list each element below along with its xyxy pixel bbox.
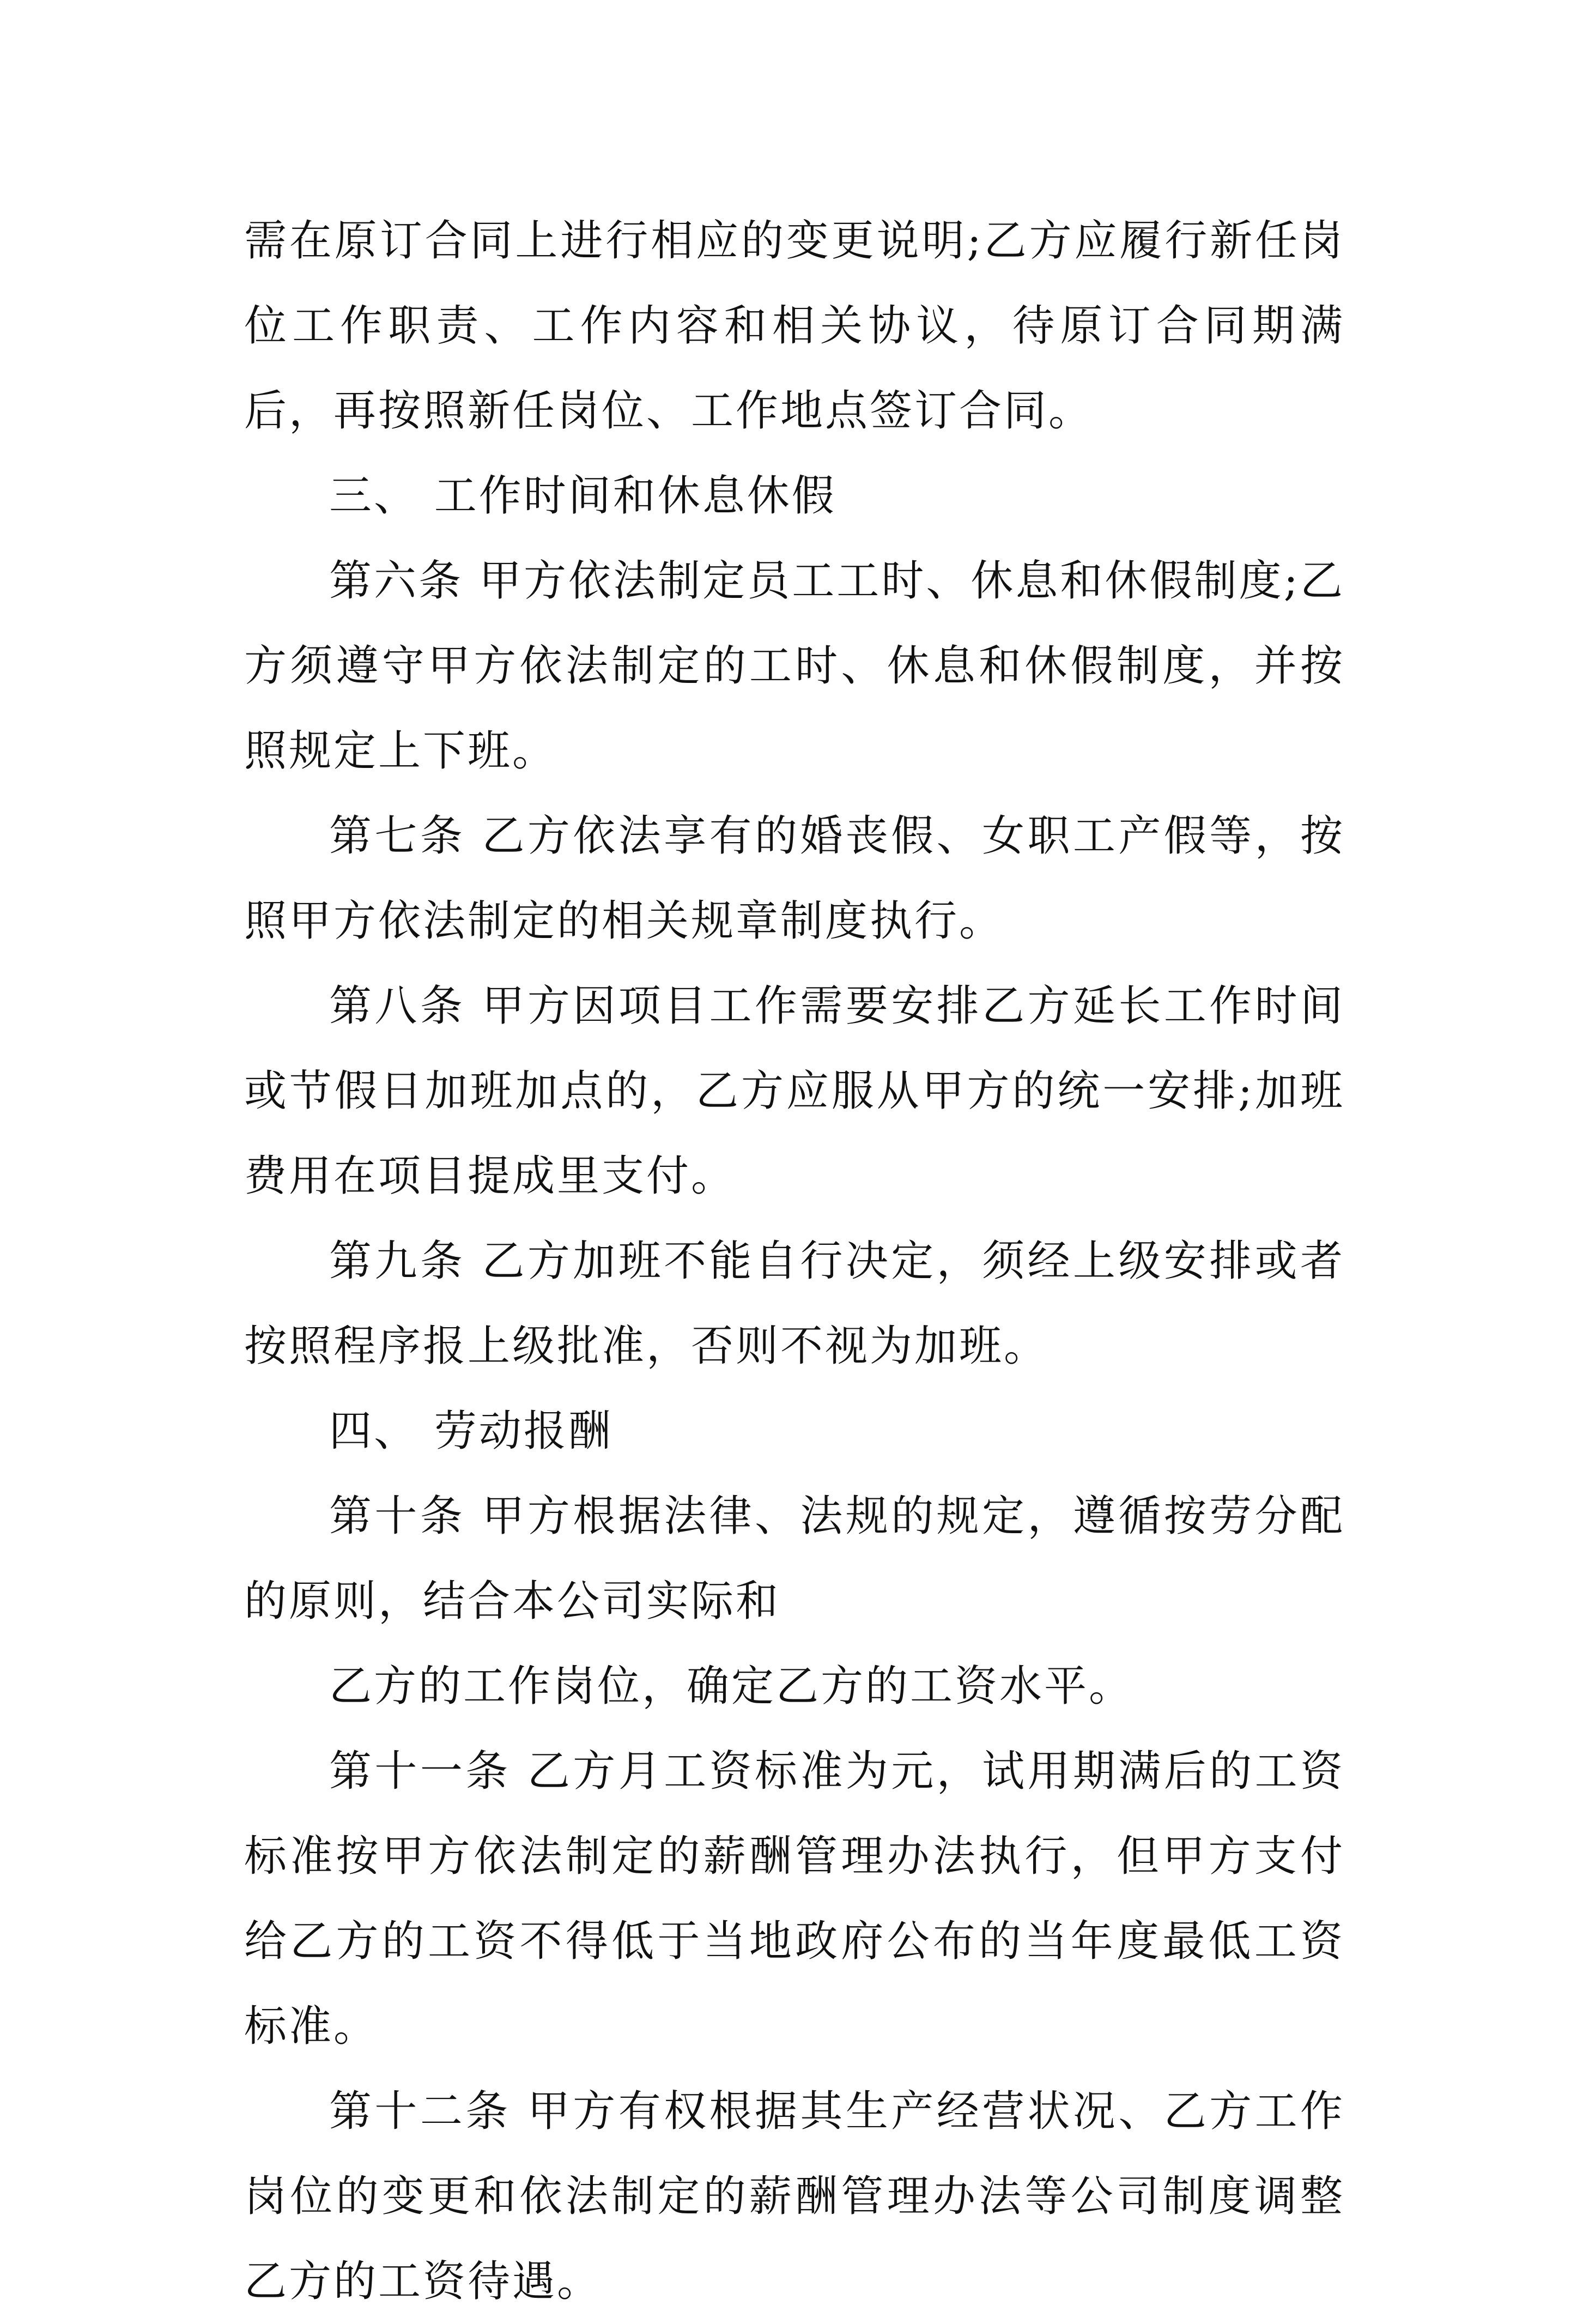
section-heading-remuneration: 四、 劳动报酬: [329, 1407, 613, 1456]
article-10-continuation: 乙方的工作岗位，确定乙方的工资水平。: [329, 1662, 1134, 1711]
article-7: 第七条 乙方依法享有的婚丧假、女职工产假等，按照甲方依法制定的相关规章制度执行。: [244, 812, 1345, 946]
section-heading-work-time: 三、 工作时间和休息休假: [329, 471, 836, 521]
article-10: 第十条 甲方根据法律、法规的规定，遵循按劳分配的原则，结合本公司实际和: [244, 1492, 1345, 1626]
article-11: 第十一条 乙方月工资标准为元，试用期满后的工资标准按甲方依法制定的薪酬管理办法执行，但甲方支付给乙方的工资不得低于当地政府公布的当年度最低工资标准。: [244, 1747, 1345, 2051]
article-8: 第八条 甲方因项目工作需要安排乙方延长工作时间或节假日加班加点的，乙方应服从甲方的统一安排;加班费用在项目提成里支付。: [244, 982, 1345, 1201]
article-9: 第九条 乙方加班不能自行决定，须经上级安排或者按照程序报上级批准，否则不视为加班。: [244, 1237, 1345, 1371]
article-6: 第六条 甲方依法制定员工工时、休息和休假制度;乙方须遵守甲方依法制定的工时、休息和休假制度，并按照规定上下班。: [244, 556, 1345, 776]
document-body: [244, 198, 1345, 2324]
paragraph-continuation: 需在原订合同上进行相应的变更说明;乙方应履行新任岗位工作职责、工作内容和相关协议，待原订合同期满后，再按照新任岗位、工作地点签订合同。: [244, 216, 1345, 435]
article-12: 第十二条 甲方有权根据其生产经营状况、乙方工作岗位的变更和依法制定的薪酬管理办法等公司制度调整乙方的工资待遇。: [244, 2087, 1345, 2306]
